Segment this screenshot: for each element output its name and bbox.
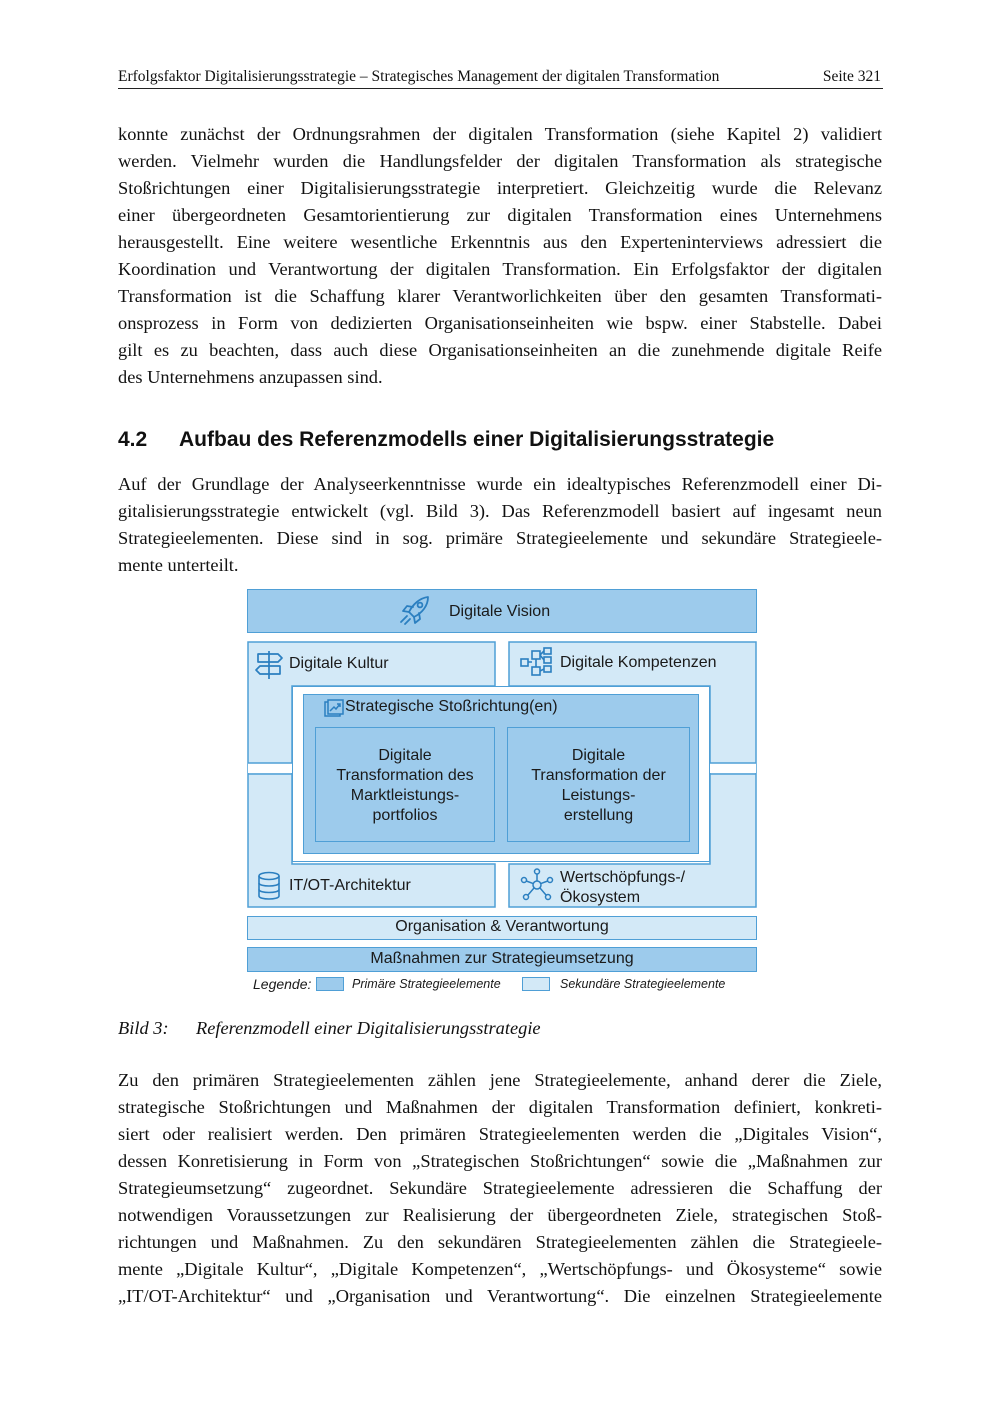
massnahmen-label: Maßnahmen zur Strategieumsetzung [370,950,634,967]
paragraph-3 [118,1067,882,1310]
leistung-line: Digitale [571,747,626,764]
text-line: werden. Vielmehr wurden die Handlungsfelder der digitalen Transformation als strategische [118,151,882,171]
caption-number: Bild 3: [118,1018,169,1038]
text-line: mente unterteilt. [118,555,239,575]
markt-line: Transformation des [336,767,474,784]
signpost-icon [254,649,284,681]
section-title: Aufbau des Referenzmodells einer Digitalisierungsstrategie [179,428,775,451]
text-line: „IT/OT-Architektur“ und „Organisation und Verantwortung“. Die einzelnen Strategieelemente [118,1286,882,1306]
markt-line: portfolios [372,807,438,824]
legend-primary-label: Primäre Strategieelemente [352,977,501,991]
text-line: Koordination und Verantwortung der digitalen Transformation. Ein Erfolgsfaktor der digitalen [118,259,882,279]
markt-box [315,727,495,842]
text-line: onsprozess in Form von dedizierten Organisationseinheiten wie bspw. einer Stabstelle. Dabei [118,313,882,333]
section-number: 4.2 [118,428,148,451]
text-line: Stoßrichtungen einer Digitalisierungsstrategie interpretiert. Gleichzeitig wurde die Relevanz [118,178,882,198]
legend-secondary-swatch [522,977,550,991]
text-line: dessen Konretisierung in Form von „Strategischen Stoßrichtungen“ sowie die „Maßnahmen zur [118,1151,882,1171]
vision-label: Digitale Vision [449,603,551,620]
text-line: siert oder realisiert werden. Den primären Strategieelementen werden die „Digitales Vision“, [118,1124,882,1144]
markt-line: Digitale [378,747,432,764]
text-line: notwendigen Voraussetzungen zur Realisierung der übergeordneten Ziele, strategischen Stoß- [118,1205,882,1225]
paragraph-2 [118,471,882,579]
wert-line: Ökosystem [560,889,641,906]
leistung-line: Leistungs- [561,787,636,804]
hierarchy-icon [520,647,552,679]
database-icon [257,871,281,901]
text-line: Auf der Grundlage der Analyseerkenntnisse wurde ein idealtypisches Referenzmodell einer Di- [118,474,882,494]
text-line: Strategieumsetzung“ zugeordnet. Sekundäre Strategieelemente adressieren die Schaffung der [118,1178,882,1198]
wert-line: Wertschöpfungs-/ [560,869,686,886]
text-line: des Unternehmens anzupassen sind. [118,367,383,387]
paragraph-1 [118,121,882,391]
text-line: Transformation ist die Schaffung klarer Verantworlichkeiten über den gesamten Transformati- [118,286,882,306]
text-line: Strategieelementen. Diese sind in sog. primäre Strategieelemente und sekundäre Strategieele- [118,528,882,548]
text-line: konnte zunächst der Ordnungsrahmen der digitalen Transformation (siehe Kapitel 2) validiert [118,124,882,144]
chart-icon [324,699,344,718]
text-line: strategische Stoßrichtungen und Maßnahmen der digitalen Transformation definiert, konkreti- [118,1097,882,1117]
text-line: richtungen und Maßnahmen. Zu den sekundären Strategieelementen zählen die Strategieele- [118,1232,882,1252]
header-title: Erfolgsfaktor Digitalisierungsstrategie – Strategisches Management der digitalen Transformation [118,68,720,85]
wert-label [560,868,685,908]
text-line: gilt es zu beachten, dass auch diese Organisationseinheiten an die zunehmende digitale Reife [118,340,882,360]
text-line: einer übergeordneten Gesamtorientierung zur digitalen Transformation eines Unternehmens [118,205,882,225]
leistung-line: Transformation der [531,767,666,784]
kultur-label: Digitale Kultur [289,655,389,672]
markt-line: Marktleistungs- [350,787,460,804]
legend-primary-swatch [316,977,344,991]
section-heading [118,428,882,456]
text-line: Zu den primären Strategieelementen zählen jene Strategieelemente, anhand derer die Ziele, [118,1070,882,1090]
kompetenzen-label: Digitale Kompetenzen [560,654,717,671]
network-icon [520,868,554,902]
legend-title: Legende: [253,976,312,992]
page-number: Seite 321 [822,68,881,85]
text-line: mente „Digitale Kultur“, „Digitale Kompetenzen“, „Wertschöpfungs- und Ökosysteme“ sowie [118,1259,882,1279]
caption-text: Referenzmodell einer Digitalisierungsstrategie [196,1018,541,1038]
legend-secondary-label: Sekundäre Strategieelemente [560,977,726,991]
leistung-box [507,727,690,842]
rocket-icon [398,595,432,627]
running-header [118,66,883,89]
text-line: gitalisierungsstrategie entwickelt (vgl. Bild 3). Das Referenzmodell basiert auf ingesamt neun [118,501,882,521]
organisation-label: Organisation & Verantwortung [395,918,609,935]
stossrichtungen-label: Strategische Stoßrichtung(en) [345,698,558,715]
it-label: IT/OT-Architektur [289,877,411,894]
text-line: herausgestellt. Eine weitere wesentliche Erkenntnis aus den Experteninterviews adressiert die [118,232,882,252]
leistung-line: erstellung [563,807,634,824]
